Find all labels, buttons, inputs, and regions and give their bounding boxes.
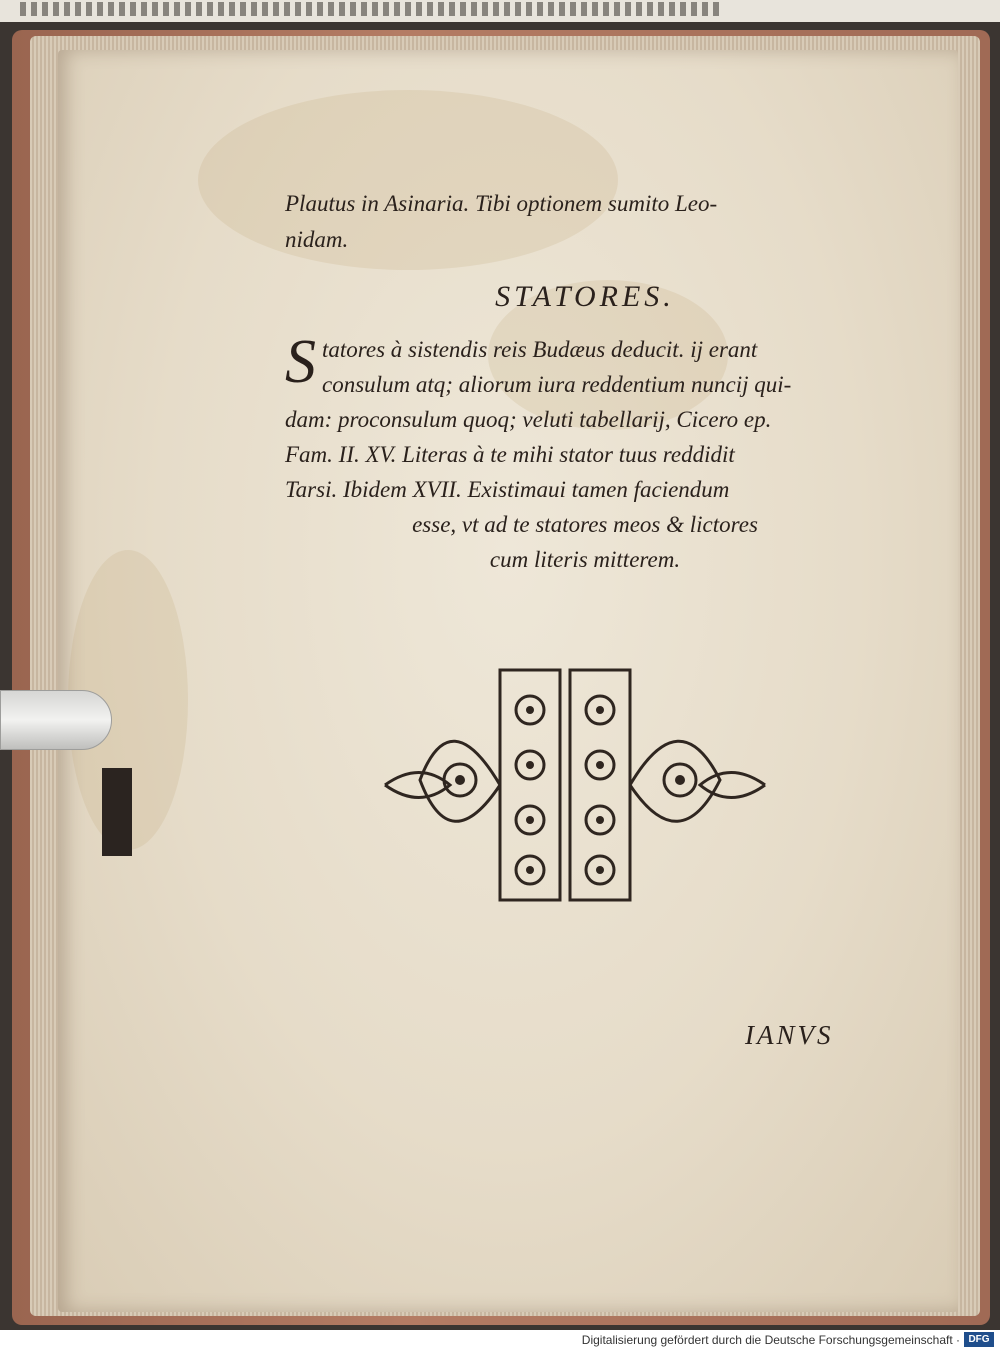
text-line: consulum atq; aliorum iura reddentium nuncij qui- xyxy=(322,372,792,397)
ornament-panel xyxy=(500,670,560,900)
body-paragraph xyxy=(285,328,885,577)
bleed-text-strip xyxy=(20,2,720,16)
catchword: IANVS xyxy=(745,1020,834,1050)
text-line: esse, vt ad te statores meos & lictores xyxy=(412,512,758,537)
printers-ornament xyxy=(380,660,770,910)
footer-credit: Digitalisierung gefördert durch die Deutsche Forschungsgemeinschaft · xyxy=(581,1333,960,1347)
text-line: nidam. xyxy=(285,227,349,252)
text-line: Tarsi. Ibidem XVII. Existimaui tamen faciendum xyxy=(285,477,730,502)
ornament-panel xyxy=(570,670,630,900)
page-text xyxy=(285,186,885,577)
section-heading: STATORES. xyxy=(495,280,675,313)
text-line: Fam. II. XV. Literas à te mihi stator tuus reddidit xyxy=(285,442,735,467)
ornament-right-tip xyxy=(700,773,765,798)
ornament-left-tip xyxy=(385,773,450,798)
footer-bar xyxy=(0,1330,1000,1350)
text-line: Plautus in Asinaria. Tibi optionem sumito Leo- xyxy=(285,191,718,216)
lead-paragraph xyxy=(285,186,885,258)
text-line: cum literis mitterem. xyxy=(489,547,681,572)
top-page-strip xyxy=(0,0,1000,22)
paper-clip xyxy=(0,690,112,750)
drop-cap: S xyxy=(285,328,316,396)
ink-mark xyxy=(102,768,132,856)
text-line: tatores à sistendis reis Budæus deducit. ij erant xyxy=(322,337,758,362)
dfg-logo: DFG xyxy=(964,1332,994,1347)
text-line: dam: proconsulum quoq; veluti tabellarij, Cicero ep. xyxy=(285,407,772,432)
